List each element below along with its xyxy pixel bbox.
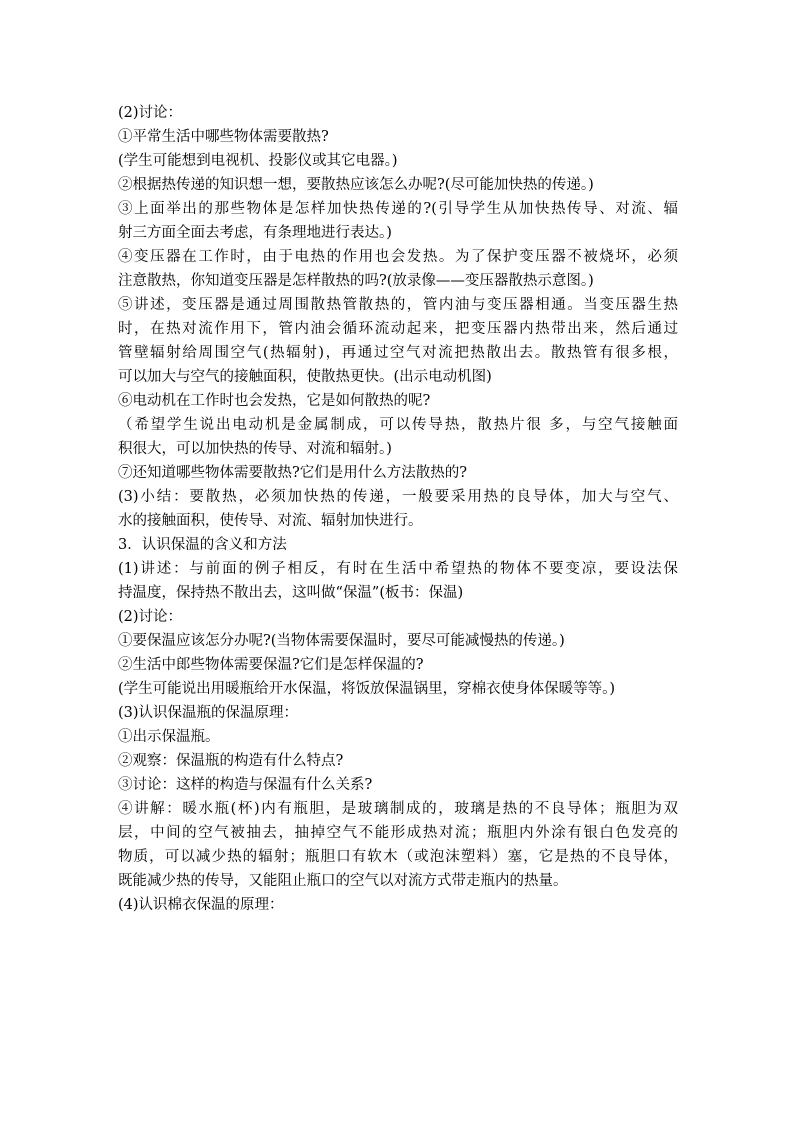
text-line: ⑥电动机在工作时也会发热，它是如何散热的呢?	[118, 393, 431, 409]
text-line: ④讲解：暖水瓶(杯)内有瓶胆，是玻璃制成的，玻璃是热的不良导体；瓶胆为双	[118, 801, 678, 817]
text-line: 管壁辐射给周围空气(热辐射)，再通过空气对流把热散出去。散热管有很多根，	[118, 345, 678, 361]
text-line: ①平常生活中哪些物体需要散热?	[118, 129, 329, 145]
text-line: 持温度，保持热不散出去，这叫做“保温”(板书：保温)	[118, 585, 464, 601]
text-line: (2)讨论：	[118, 609, 183, 625]
text-line: 积很大，可以加快热的传导、对流和辐射。)	[118, 441, 392, 457]
text-line: ⑦还知道哪些物体需要散热?它们是用什么方法散热的?	[118, 465, 468, 481]
text-line: 射三方面全面去考虑，有条理地进行表达。)	[118, 225, 392, 241]
text-line: ③讨论：这样的构造与保温有什么关系?	[118, 777, 373, 793]
text-line: ②根据热传递的知识想一想，要散热应该怎么办呢?(尽可能加快热的传递。)	[118, 177, 594, 193]
text-line: (2)讨论：	[118, 105, 183, 121]
text-line: ①出示保温瓶。	[118, 729, 220, 745]
text-line: (3)认识保温瓶的保温原理：	[118, 705, 299, 721]
text-line: ⑤讲述，变压器是通过周围散热管散热的，管内油与变压器相通。当变压器生热	[118, 297, 678, 313]
section-heading: 3．认识保温的含义和方法	[118, 537, 287, 553]
text-line: (3)小结：要散热，必须加快热的传递，一般要采用热的良导体，加大与空气、	[118, 489, 678, 505]
text-line: 层，中间的空气被抽去，抽掉空气不能形成热对流；瓶胆内外涂有银白色发亮的	[118, 825, 678, 841]
text-line: （希望学生说出电动机是金属制成，可以传导热，散热片很 多，与空气接触面	[118, 417, 678, 433]
text-line: (学生可能想到电视机、投影仪或其它电器。)	[118, 153, 398, 169]
text-line: 时，在热对流作用下，管内油会循环流动起来，把变压器内热带出来，然后通过	[118, 321, 678, 337]
text-line: ①要保温应该怎分办呢?(当物体需要保温时，要尽可能减慢热的传递。)	[118, 633, 565, 649]
text-line: 水的接触面积，使传导、对流、辐射加快进行。	[118, 513, 423, 529]
text-line: 可以加大与空气的接触面积，使散热更快。(出示电动机图)	[118, 369, 492, 385]
text-line: 物质，可以减少热的辐射；瓶胆口有软木（或泡沫塑料）塞，它是热的不良导体，	[118, 849, 678, 865]
document-page	[118, 101, 678, 917]
text-line: ③上面举出的那些物体是怎样加快热传递的?(引导学生从加快热传导、对流、辐	[118, 201, 678, 217]
text-line: 既能减少热的传导，又能阻止瓶口的空气以对流方式带走瓶内的热量。	[118, 873, 568, 889]
text-line: ④变压器在工作时，由于电热的作用也会发热。为了保护变压器不被烧坏，必须	[118, 249, 678, 265]
text-line: ②观察：保温瓶的构造有什么特点?	[118, 753, 344, 769]
text-line: (学生可能说出用暖瓶给开水保温，将饭放保温锅里，穿棉衣使身体保暖等等。)	[118, 681, 616, 697]
text-line: (1)讲述：与前面的例子相反，有时在生活中希望热的物体不要变凉，要设法保	[118, 561, 678, 577]
text-line: (4)认识棉衣保温的原理：	[118, 897, 284, 913]
text-line: ②生活中郎些物体需要保温?它们是怎样保温的?	[118, 657, 424, 673]
text-line: 注意散热，你知道变压器是怎样散热的吗?(放录像——变压器散热示意图。)	[118, 273, 594, 289]
